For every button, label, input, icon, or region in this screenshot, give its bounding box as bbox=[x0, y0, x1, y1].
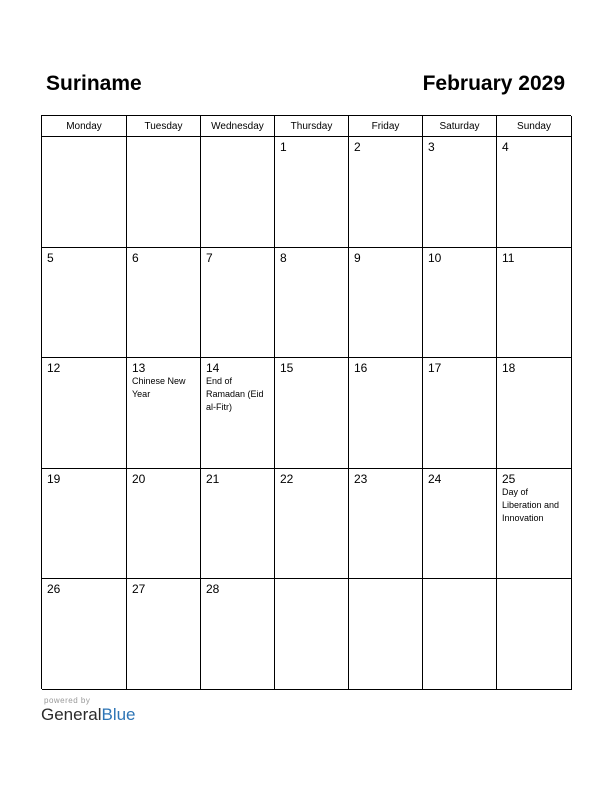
day-cell bbox=[201, 358, 275, 469]
day-number: 5 bbox=[47, 251, 54, 265]
day-number: 11 bbox=[502, 251, 515, 265]
day-number: 23 bbox=[354, 472, 368, 486]
day-number: 20 bbox=[132, 472, 146, 486]
footer-branding bbox=[41, 696, 136, 725]
day-number: 15 bbox=[280, 361, 294, 375]
day-cell bbox=[423, 358, 497, 469]
day-number: 7 bbox=[206, 251, 213, 265]
day-number: 26 bbox=[47, 582, 61, 596]
day-cell bbox=[349, 358, 423, 469]
day-number: 28 bbox=[206, 582, 220, 596]
day-number: 22 bbox=[280, 472, 294, 486]
brand-general-text: General bbox=[41, 705, 102, 724]
day-number: 14 bbox=[206, 361, 220, 375]
weekday-header-tuesday: Tuesday bbox=[127, 116, 201, 137]
day-cell bbox=[201, 248, 275, 358]
day-cell bbox=[127, 248, 201, 358]
day-cell bbox=[201, 137, 275, 248]
calendar-grid bbox=[41, 115, 571, 689]
day-cell bbox=[127, 469, 201, 579]
day-cell bbox=[42, 579, 127, 690]
day-cell bbox=[497, 469, 572, 579]
day-number: 12 bbox=[47, 361, 61, 375]
powered-by-label: powered by bbox=[44, 696, 91, 705]
generalblue-logo bbox=[41, 705, 136, 725]
day-cell bbox=[349, 248, 423, 358]
day-cell bbox=[42, 248, 127, 358]
day-number: 9 bbox=[354, 251, 361, 265]
day-cell bbox=[275, 469, 349, 579]
day-cell bbox=[201, 579, 275, 690]
holiday-label: End of Ramadan (Eid al-Fitr) bbox=[206, 376, 264, 412]
brand-blue-text: Blue bbox=[101, 705, 136, 724]
weekday-header-sunday: Sunday bbox=[497, 116, 572, 137]
day-number: 2 bbox=[354, 140, 361, 154]
day-cell bbox=[42, 469, 127, 579]
day-cell bbox=[349, 137, 423, 248]
day-number: 25 bbox=[502, 472, 516, 486]
day-cell bbox=[275, 358, 349, 469]
weekday-header-thursday: Thursday bbox=[275, 116, 349, 137]
day-cell bbox=[423, 469, 497, 579]
day-cell bbox=[349, 579, 423, 690]
day-cell bbox=[423, 579, 497, 690]
day-number: 4 bbox=[502, 140, 509, 154]
holiday-label: Day of Liberation and Innovation bbox=[502, 487, 560, 523]
day-number: 19 bbox=[47, 472, 61, 486]
holiday-label: Chinese New Year bbox=[132, 376, 186, 399]
weekday-header-monday: Monday bbox=[42, 116, 127, 137]
day-cell bbox=[497, 137, 572, 248]
month-title: February 2029 bbox=[422, 72, 565, 95]
weekday-header-friday: Friday bbox=[349, 116, 423, 137]
day-cell bbox=[275, 137, 349, 248]
day-cell bbox=[201, 469, 275, 579]
day-number: 27 bbox=[132, 582, 146, 596]
day-number: 18 bbox=[502, 361, 516, 375]
day-number: 8 bbox=[280, 251, 287, 265]
day-cell bbox=[127, 137, 201, 248]
day-cell bbox=[423, 248, 497, 358]
weekday-header-saturday: Saturday bbox=[423, 116, 497, 137]
day-number: 3 bbox=[428, 140, 435, 154]
day-cell bbox=[275, 579, 349, 690]
day-number: 21 bbox=[206, 472, 220, 486]
day-cell bbox=[42, 358, 127, 469]
weekday-header-wednesday: Wednesday bbox=[201, 116, 275, 137]
day-number: 17 bbox=[428, 361, 442, 375]
day-cell bbox=[423, 137, 497, 248]
day-number: 6 bbox=[132, 251, 139, 265]
day-cell bbox=[42, 137, 127, 248]
day-cell bbox=[497, 579, 572, 690]
country-title: Suriname bbox=[46, 72, 142, 95]
day-number: 1 bbox=[280, 140, 287, 154]
day-cell bbox=[127, 358, 201, 469]
day-number: 10 bbox=[428, 251, 442, 265]
day-cell bbox=[275, 248, 349, 358]
day-cell bbox=[349, 469, 423, 579]
day-number: 16 bbox=[354, 361, 368, 375]
day-cell bbox=[127, 579, 201, 690]
day-number: 13 bbox=[132, 361, 146, 375]
day-number: 24 bbox=[428, 472, 442, 486]
day-cell bbox=[497, 358, 572, 469]
day-cell bbox=[497, 248, 572, 358]
